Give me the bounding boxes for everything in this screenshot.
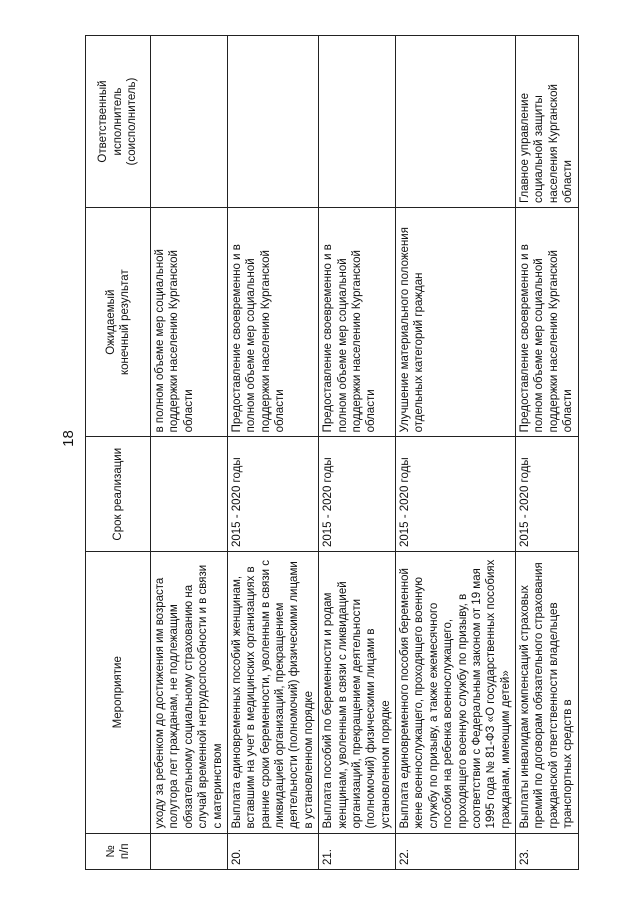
row-num: 22. [396, 833, 516, 869]
header-executor-line2: исполнитель [111, 87, 124, 156]
row-num: 21. [319, 833, 396, 869]
row-activity: Выплаты инвалидам компенсаций страховых премий по договорам обязательного страхования гражданской ответственности владельцев транспортных средств в [516, 552, 579, 833]
row-num: 20. [227, 833, 318, 869]
row-num [151, 833, 228, 869]
row-num: 23. [516, 833, 579, 869]
row-activity: Выплата пособий по беременности и родам женщинам, уволенным в связи с ликвидацией организаций, прекращением деятельности (полномочий) физическими лицами в установленном порядке [319, 552, 396, 833]
row-term [151, 437, 228, 552]
header-num [86, 833, 151, 869]
row-executor: Главное управление социальной защиты населения Курганской области [516, 36, 579, 208]
header-executor-line3: (соисполнитель) [126, 77, 139, 166]
header-executor-line1: Ответственный [97, 80, 110, 163]
row-activity: Выплата единовременных пособий женщинам, вставшим на учет в медицинских организациях в ранние сроки беременности, уволенным в связи с ликвидацией организаций, прекращением деятельности (полномочий) физическими лицами в установленном порядке [227, 552, 318, 833]
row-term: 2015 - 2020 годы [516, 437, 579, 552]
row-result: Улучшение материального положения отдельных категорий граждан [396, 208, 516, 437]
row-result: в полном объеме мер социальной поддержки населению Курганской области [151, 208, 228, 437]
table-container [85, 35, 640, 870]
table-row [516, 36, 579, 870]
row-executor [227, 36, 318, 208]
table-row [227, 36, 318, 870]
row-term: 2015 - 2020 годы [227, 437, 318, 552]
header-result-line1: Ожидаемый [104, 289, 117, 355]
header-result [86, 208, 151, 437]
row-activity: уходу за ребенком до достижения им возраста полутора лет гражданам, не подлежащим обязательному социальному страхованию на случай временной нетрудоспособности и в связи с материнством [151, 552, 228, 833]
table-row [151, 36, 228, 870]
header-executor [86, 36, 151, 208]
row-executor [151, 36, 228, 208]
row-executor [396, 36, 516, 208]
row-result: Предоставление своевременно и в полном объеме мер социальной поддержки населению Курганской области [319, 208, 396, 437]
row-executor [319, 36, 396, 208]
row-term: 2015 - 2020 годы [319, 437, 396, 552]
header-row [86, 36, 151, 870]
row-result: Предоставление своевременно и в полном объеме мер социальной поддержки населению Курганской области [227, 208, 318, 437]
header-num-line2: п/п [119, 843, 131, 860]
header-result-line2: конечный результат [119, 269, 131, 376]
measures-table [85, 35, 579, 870]
row-term: 2015 - 2020 годы [396, 437, 516, 552]
header-term: Срок реализации [86, 437, 151, 552]
header-activity: Мероприятие [86, 552, 151, 833]
row-activity: Выплата единовременного пособия беременной жене военнослужащего, проходящего военную службу по призыву, а также ежемесячного пособия на ребенка военнослужащего, проходящего военную службу по призыву, в соответствии с Федеральным законом от 19 мая 1995 года № 81-ФЗ «О государственных пособиях гражданам, имеющим детей» [396, 552, 516, 833]
table-row [396, 36, 516, 870]
page-number: 18 [59, 430, 77, 447]
row-result: Предоставление своевременно и в полном объеме мер социальной поддержки населению Курганской области [516, 208, 579, 437]
table-row [319, 36, 396, 870]
rotated-page [85, 35, 640, 870]
header-num-line1: № [104, 845, 117, 858]
